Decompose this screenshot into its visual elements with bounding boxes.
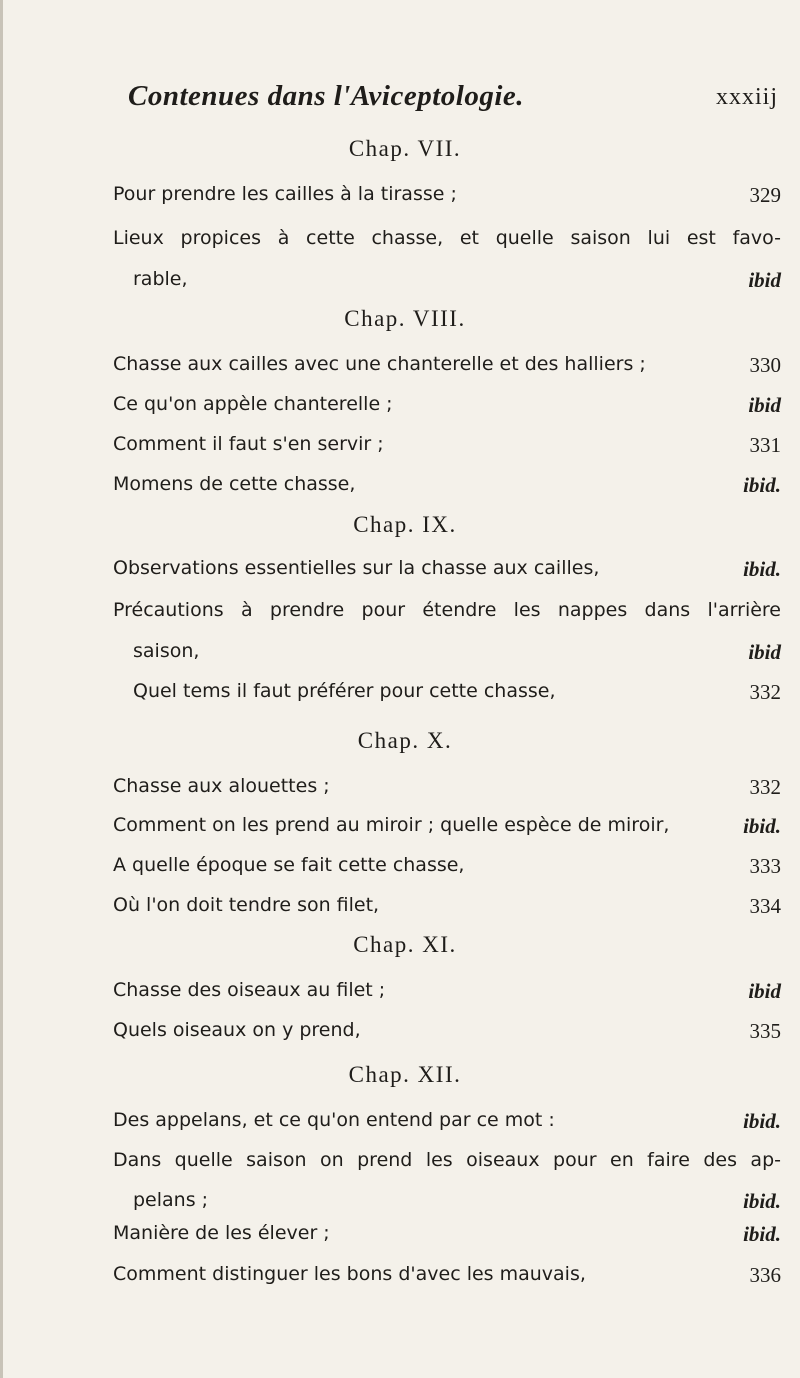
toc-entry [113, 1222, 781, 1254]
toc-entry [113, 183, 781, 215]
entry-page: 332 [749, 775, 781, 799]
entry-page: 335 [749, 1019, 781, 1043]
toc-entry [113, 775, 781, 807]
toc-entry [113, 854, 781, 886]
entry-text: Quels oiseaux on y prend, [113, 1019, 361, 1041]
toc-entry [113, 894, 781, 926]
entry-page: ibid [748, 979, 781, 1003]
toc-entry [113, 1109, 781, 1141]
toc-entry [113, 353, 781, 385]
entry-text: Momens de cette chasse, [113, 473, 356, 495]
entry-text: Précautions à prendre pour étendre les nappes dans l'arrière [113, 599, 781, 621]
entry-page: ibid. [743, 473, 781, 497]
entry-page: 331 [749, 433, 781, 457]
toc-entry [113, 640, 781, 672]
toc-entry [113, 814, 781, 846]
entry-text: Chasse aux alouettes ; [113, 775, 330, 797]
chapter-heading: Chap. XII. [348, 1062, 462, 1087]
toc-entry [113, 1263, 781, 1295]
toc-entry [113, 227, 781, 259]
entry-page: 333 [749, 854, 781, 878]
entry-text: Pour prendre les cailles à la tirasse ; [113, 183, 457, 205]
entry-text: Des appelans, et ce qu'on entend par ce mot : [113, 1109, 555, 1131]
entry-page: 336 [749, 1263, 781, 1287]
entry-text: saison, [133, 640, 200, 662]
toc-entry [113, 557, 781, 589]
entry-text: rable, [133, 268, 188, 290]
entry-page: ibid. [743, 814, 781, 838]
entry-page: 334 [749, 894, 781, 918]
toc-entry [113, 473, 781, 505]
toc-entry [113, 1189, 781, 1221]
entry-text: Comment on les prend au miroir ; quelle espèce de miroir, [113, 814, 670, 836]
entry-text: Comment distinguer les bons d'avec les mauvais, [113, 1263, 586, 1285]
entry-text: Observations essentielles sur la chasse aux cailles, [113, 557, 600, 579]
toc-entry [113, 393, 781, 425]
entry-text: Comment il faut s'en servir ; [113, 433, 384, 455]
entry-text: Où l'on doit tendre son filet, [113, 894, 380, 916]
chapter-heading: Chap. VII. [348, 136, 462, 161]
page-header [118, 80, 778, 120]
entry-page: ibid. [743, 1109, 781, 1133]
toc-entry [113, 1149, 781, 1181]
entry-text: Manière de les élever ; [113, 1222, 330, 1244]
toc-entry [113, 1019, 781, 1051]
entry-page: ibid [748, 640, 781, 664]
page-number: xxxiij [715, 84, 778, 110]
entry-page: ibid. [743, 1189, 781, 1213]
chapter-heading: Chap. IX. [353, 512, 457, 537]
toc-entry [113, 433, 781, 465]
entry-text: Chasse aux cailles avec une chanterelle et des halliers ; [113, 353, 646, 375]
entry-page: ibid [748, 393, 781, 417]
entry-text: Quel tems il faut préférer pour cette chasse, [133, 680, 556, 702]
entry-page: 329 [749, 183, 781, 207]
running-title: Contenues dans l'Aviceptologie. [128, 80, 524, 112]
chapter-heading: Chap. XI. [353, 932, 457, 957]
entry-page: 332 [749, 680, 781, 704]
entry-text: pelans ; [133, 1189, 209, 1211]
entry-text: Chasse des oiseaux au filet ; [113, 979, 386, 1001]
chapter-heading: Chap. X. [357, 728, 453, 753]
toc-entry [113, 268, 781, 300]
entry-text: A quelle époque se fait cette chasse, [113, 854, 465, 876]
entry-text: Dans quelle saison on prend les oiseaux pour en faire des ap- [113, 1149, 781, 1171]
entry-page: 330 [749, 353, 781, 377]
entry-page: ibid. [743, 557, 781, 581]
chapter-heading: Chap. VIII. [344, 306, 466, 331]
toc-entry [113, 599, 781, 631]
toc-entry [113, 680, 781, 712]
entry-text: Ce qu'on appèle chanterelle ; [113, 393, 393, 415]
entry-page: ibid. [743, 1222, 781, 1246]
entry-page: ibid [748, 268, 781, 292]
toc-entry [113, 979, 781, 1011]
entry-text: Lieux propices à cette chasse, et quelle saison lui est favo- [113, 227, 781, 249]
page-edge [0, 0, 3, 1378]
